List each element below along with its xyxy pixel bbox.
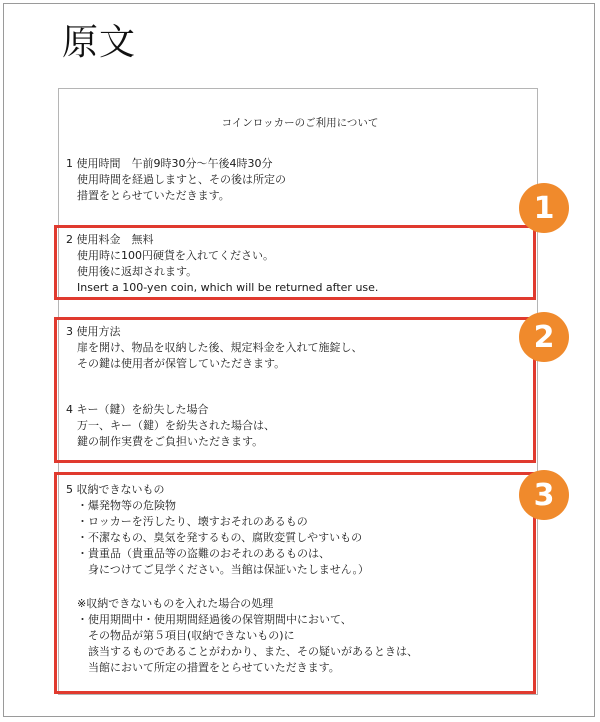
section-line: 使用時に100円硬貨を入れてください。 xyxy=(66,249,274,262)
section-line: 身につけてご見学ください。当館は保証いたしません。） xyxy=(66,563,369,576)
section-line: ※収納できないものを入れた場合の処理 xyxy=(66,597,274,610)
highlight-box-3 xyxy=(54,472,536,694)
section-line: Insert a 100-yen coin, which will be returned after use. xyxy=(66,281,379,294)
section-line: 使用時間を経過しますと、その後は所定の xyxy=(66,173,286,186)
highlight-box-1 xyxy=(54,225,536,300)
section-line: ・使用期間中・使用期間経過後の保管期間中において、 xyxy=(66,613,352,626)
section-line: 2 使用料金 無料 xyxy=(66,233,154,246)
section-line: 5 収納できないもの xyxy=(66,483,165,496)
notice-title: コインロッカーのご利用について xyxy=(221,117,379,129)
section-line: その物品が第５項目(収納できないもの)に xyxy=(66,629,295,642)
number-badge-2: 2 xyxy=(519,312,569,362)
section-line: 4 キー（鍵）を紛失した場合 xyxy=(66,403,209,416)
section-line: 3 使用方法 xyxy=(66,325,121,338)
section-line: 当館において所定の措置をとらせていただきます。 xyxy=(66,661,340,674)
section-usage-hours xyxy=(66,156,286,204)
section-line: ・貴重品（貴重品等の盗難のおそれのあるものは、 xyxy=(66,547,330,560)
section-line: 鍵の制作実費をご負担いただきます。 xyxy=(66,435,264,448)
section-line: その鍵は使用者が保管していただきます。 xyxy=(66,357,286,370)
section-line: 該当するものであることがわかり、また、その疑いがあるときは、 xyxy=(66,645,418,658)
highlight-box-2 xyxy=(54,317,536,463)
section-line: 使用後に返却されます。 xyxy=(66,265,198,278)
section-line: 扉を開け、物品を収納した後、規定料金を入れて施錠し、 xyxy=(66,341,363,354)
section-line: 措置をとらせていただきます。 xyxy=(66,189,230,202)
number-badge-3: 3 xyxy=(519,470,569,520)
section-line: 万一、キー（鍵）を紛失された場合は、 xyxy=(66,419,275,432)
number-badge-1: 1 xyxy=(519,183,569,233)
page-heading: 原文 xyxy=(62,22,137,63)
section-line: ・ロッカーを汚したり、壊すおそれのあるもの xyxy=(66,515,308,528)
section-line: ・不潔なもの、臭気を発するもの、腐敗変質しやすいもの xyxy=(66,531,363,544)
section-line: 1 使用時間 午前9時30分～午後4時30分 xyxy=(66,157,273,170)
section-line: ・爆発物等の危険物 xyxy=(66,499,176,512)
